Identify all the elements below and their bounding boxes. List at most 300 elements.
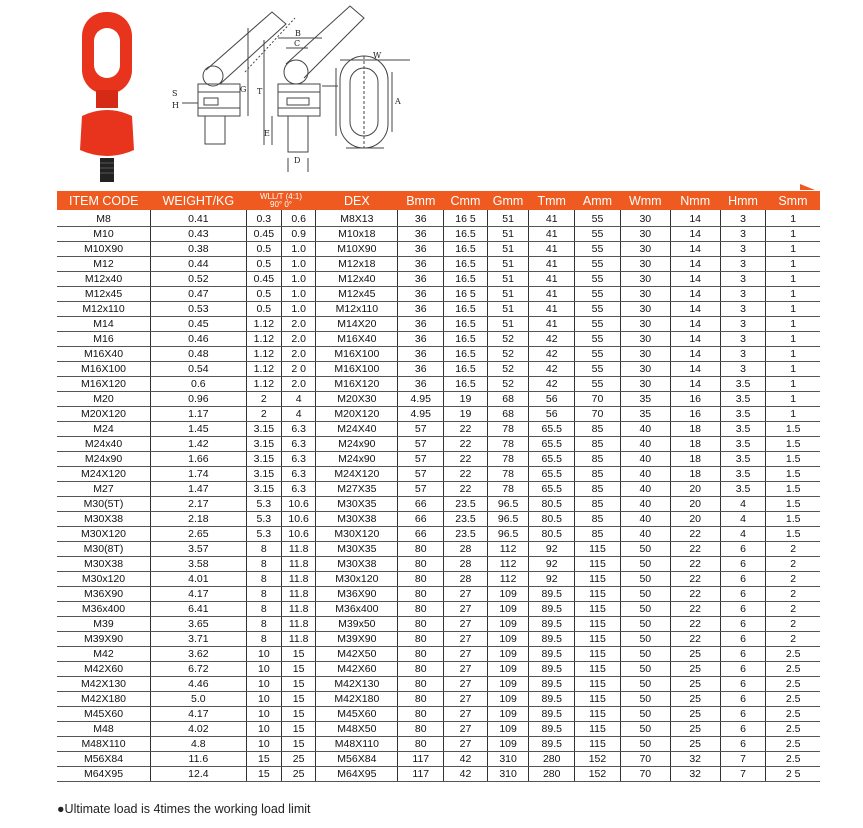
table-cell: 1	[766, 377, 820, 392]
table-cell: M8	[57, 210, 151, 227]
table-cell: 0.45	[246, 272, 281, 287]
table-row	[57, 347, 820, 362]
table-cell: 50	[620, 617, 670, 632]
table-cell: 5.3	[246, 512, 281, 527]
table-cell: 0.3	[246, 210, 281, 227]
table-cell: 23.5	[444, 512, 488, 527]
table-cell: M24X40	[316, 422, 398, 437]
table-cell: 6.41	[151, 602, 247, 617]
table-cell: 8	[246, 632, 281, 647]
table-cell: 117	[398, 767, 444, 782]
table-cell: M36x400	[316, 602, 398, 617]
table-cell: 1.5	[766, 482, 820, 497]
table-cell: 16.5	[444, 272, 488, 287]
table-cell: M16	[57, 332, 151, 347]
table-cell: 10	[246, 647, 281, 662]
table-cell: 7	[720, 767, 766, 782]
table-cell: 4	[720, 512, 766, 527]
table-cell: 14	[670, 377, 720, 392]
table-cell: 25	[670, 707, 720, 722]
table-cell: 2.0	[282, 377, 316, 392]
table-cell: 3	[720, 257, 766, 272]
table-cell: 1.12	[246, 332, 281, 347]
table-cell: 52	[487, 332, 529, 347]
header-tab-marker	[800, 184, 820, 190]
table-row	[57, 437, 820, 452]
table-cell: 16.5	[444, 317, 488, 332]
table-cell: 22	[670, 572, 720, 587]
table-cell: 280	[529, 767, 575, 782]
table-cell: 55	[575, 347, 621, 362]
table-cell: 10.6	[282, 527, 316, 542]
table-cell: 6	[720, 737, 766, 752]
table-cell: 27	[444, 707, 488, 722]
table-cell: 2	[766, 587, 820, 602]
table-cell: 6	[720, 662, 766, 677]
table-cell: 50	[620, 677, 670, 692]
table-row	[57, 272, 820, 287]
table-cell: 96.5	[487, 497, 529, 512]
table-cell: 6	[720, 722, 766, 737]
table-cell: 0.47	[151, 287, 247, 302]
table-cell: 6	[720, 572, 766, 587]
table-cell: 25	[282, 752, 316, 767]
col-header-tmm: Tmm	[529, 191, 575, 210]
table-cell: 41	[529, 272, 575, 287]
table-cell: 80	[398, 737, 444, 752]
table-cell: 3	[720, 210, 766, 227]
table-cell: 50	[620, 572, 670, 587]
table-cell: 42	[529, 377, 575, 392]
table-cell: 109	[487, 737, 529, 752]
table-cell: 15	[282, 722, 316, 737]
table-cell: 3.5	[720, 407, 766, 422]
col-header-gmm: Gmm	[487, 191, 529, 210]
table-cell: M10	[57, 227, 151, 242]
table-cell: M27X35	[316, 482, 398, 497]
col-header-wll-angles: 90° 0°	[270, 199, 292, 209]
table-cell: 109	[487, 647, 529, 662]
table-cell: M24X120	[316, 467, 398, 482]
table-cell: M16X100	[316, 362, 398, 377]
table-cell: 80.5	[529, 512, 575, 527]
table-cell: 51	[487, 287, 529, 302]
table-cell: 10	[246, 677, 281, 692]
col-header-dex: DEX	[316, 191, 398, 210]
table-cell: 115	[575, 557, 621, 572]
table-cell: 8	[246, 617, 281, 632]
table-cell: 3.57	[151, 542, 247, 557]
table-cell: 50	[620, 737, 670, 752]
table-row	[57, 242, 820, 257]
table-cell: 0.44	[151, 257, 247, 272]
table-cell: M30X35	[316, 497, 398, 512]
table-cell: 4	[282, 407, 316, 422]
table-cell: 2	[766, 602, 820, 617]
table-cell: 57	[398, 437, 444, 452]
table-cell: 30	[620, 362, 670, 377]
table-cell: 0.46	[151, 332, 247, 347]
table-cell: 16 5	[444, 287, 488, 302]
table-cell: 36	[398, 302, 444, 317]
table-cell: 25	[670, 737, 720, 752]
table-cell: 36	[398, 287, 444, 302]
table-cell: 65.5	[529, 452, 575, 467]
table-cell: 51	[487, 210, 529, 227]
table-cell: M36X90	[57, 587, 151, 602]
table-cell: 40	[620, 482, 670, 497]
table-cell: M12x110	[57, 302, 151, 317]
table-cell: 115	[575, 572, 621, 587]
table-cell: 36	[398, 347, 444, 362]
table-cell: 11.8	[282, 632, 316, 647]
table-cell: M30X120	[57, 527, 151, 542]
table-cell: 1	[766, 302, 820, 317]
table-cell: 25	[670, 662, 720, 677]
table-cell: 1.5	[766, 467, 820, 482]
table-cell: M42X60	[57, 662, 151, 677]
table-cell: 3	[720, 242, 766, 257]
table-cell: 1	[766, 362, 820, 377]
table-cell: 3.15	[246, 437, 281, 452]
table-cell: 3.65	[151, 617, 247, 632]
table-cell: 14	[670, 287, 720, 302]
table-cell: M56X84	[57, 752, 151, 767]
table-cell: 1.5	[766, 512, 820, 527]
table-cell: 41	[529, 227, 575, 242]
table-row	[57, 692, 820, 707]
table-cell: 11.8	[282, 617, 316, 632]
table-cell: 10	[246, 662, 281, 677]
table-cell: M30(8T)	[57, 542, 151, 557]
table-cell: 1.0	[282, 257, 316, 272]
col-header-bmm: Bmm	[398, 191, 444, 210]
table-cell: 40	[620, 467, 670, 482]
table-cell: 51	[487, 317, 529, 332]
table-cell: 80	[398, 557, 444, 572]
table-cell: 1	[766, 407, 820, 422]
table-cell: 1.12	[246, 317, 281, 332]
table-cell: 16.5	[444, 362, 488, 377]
table-cell: 30	[620, 317, 670, 332]
table-cell: 3.5	[720, 377, 766, 392]
table-cell: 3	[720, 302, 766, 317]
table-cell: M14	[57, 317, 151, 332]
table-cell: 4.01	[151, 572, 247, 587]
table-cell: 3	[720, 317, 766, 332]
table-cell: 4.46	[151, 677, 247, 692]
table-cell: 89.5	[529, 692, 575, 707]
table-cell: 8	[246, 572, 281, 587]
table-cell: 85	[575, 497, 621, 512]
table-cell: 115	[575, 722, 621, 737]
table-cell: 0.53	[151, 302, 247, 317]
table-cell: 0.5	[246, 242, 281, 257]
table-cell: 41	[529, 317, 575, 332]
table-cell: M42X180	[57, 692, 151, 707]
table-cell: M64X95	[57, 767, 151, 782]
table-cell: 52	[487, 377, 529, 392]
table-cell: M30X120	[316, 527, 398, 542]
table-cell: 85	[575, 527, 621, 542]
table-cell: 3.15	[246, 482, 281, 497]
table-cell: 10	[246, 692, 281, 707]
table-cell: 2	[246, 392, 281, 407]
dim-label-w: W	[373, 51, 382, 60]
table-cell: 22	[670, 587, 720, 602]
table-cell: 0.38	[151, 242, 247, 257]
table-cell: 0.43	[151, 227, 247, 242]
table-cell: 4.95	[398, 392, 444, 407]
table-cell: 115	[575, 707, 621, 722]
table-cell: M30X38	[57, 512, 151, 527]
table-cell: 2.0	[282, 347, 316, 362]
table-row	[57, 332, 820, 347]
table-cell: M42X50	[316, 647, 398, 662]
table-cell: 6	[720, 587, 766, 602]
table-cell: 11.8	[282, 572, 316, 587]
table-cell: 22	[670, 632, 720, 647]
table-cell: 8	[246, 542, 281, 557]
table-cell: 89.5	[529, 737, 575, 752]
table-cell: 23.5	[444, 497, 488, 512]
table-cell: 51	[487, 272, 529, 287]
table-row	[57, 317, 820, 332]
table-cell: M24x90	[316, 437, 398, 452]
col-header-hmm: Hmm	[720, 191, 766, 210]
table-cell: 36	[398, 377, 444, 392]
table-cell: M10X90	[316, 242, 398, 257]
table-cell: 89.5	[529, 662, 575, 677]
table-cell: 15	[282, 662, 316, 677]
table-cell: 50	[620, 542, 670, 557]
table-cell: 50	[620, 602, 670, 617]
table-cell: 1	[766, 242, 820, 257]
table-cell: 20	[670, 512, 720, 527]
table-cell: 280	[529, 752, 575, 767]
table-row	[57, 407, 820, 422]
table-cell: M30X38	[57, 557, 151, 572]
table-cell: 70	[620, 752, 670, 767]
table-cell: M64X95	[316, 767, 398, 782]
table-cell: 22	[444, 467, 488, 482]
table-cell: 2 0	[282, 362, 316, 377]
table-cell: 0.5	[246, 287, 281, 302]
table-cell: 2	[766, 572, 820, 587]
table-cell: 16.5	[444, 302, 488, 317]
table-cell: 115	[575, 542, 621, 557]
table-cell: 4.8	[151, 737, 247, 752]
table-cell: 85	[575, 422, 621, 437]
table-cell: 50	[620, 707, 670, 722]
table-cell: 18	[670, 467, 720, 482]
table-cell: M12x110	[316, 302, 398, 317]
table-cell: 10.6	[282, 497, 316, 512]
table-cell: 11.8	[282, 542, 316, 557]
table-cell: 1.5	[766, 527, 820, 542]
table-row	[57, 557, 820, 572]
table-cell: 80	[398, 692, 444, 707]
table-row	[57, 287, 820, 302]
table-cell: 16	[670, 392, 720, 407]
table-cell: 115	[575, 617, 621, 632]
table-cell: 25	[670, 692, 720, 707]
table-cell: 2.5	[766, 677, 820, 692]
table-cell: 40	[620, 422, 670, 437]
table-cell: 109	[487, 707, 529, 722]
table-cell: 66	[398, 512, 444, 527]
table-cell: 85	[575, 437, 621, 452]
table-cell: 2.5	[766, 752, 820, 767]
table-cell: M8X13	[316, 210, 398, 227]
col-header-wll	[246, 191, 316, 210]
table-cell: M30(5T)	[57, 497, 151, 512]
table-cell: 27	[444, 587, 488, 602]
table-cell: 78	[487, 467, 529, 482]
table-cell: 8	[246, 602, 281, 617]
table-cell: 1.45	[151, 422, 247, 437]
table-cell: 1	[766, 332, 820, 347]
table-cell: 2.18	[151, 512, 247, 527]
table-cell: 2.5	[766, 737, 820, 752]
table-cell: 50	[620, 647, 670, 662]
table-row	[57, 572, 820, 587]
table-cell: 42	[529, 347, 575, 362]
table-cell: 14	[670, 272, 720, 287]
table-cell: 1.5	[766, 437, 820, 452]
table-cell: M42X60	[316, 662, 398, 677]
hoist-ring-photo	[80, 12, 134, 182]
table-cell: 27	[444, 632, 488, 647]
table-cell: 152	[575, 767, 621, 782]
table-cell: 78	[487, 437, 529, 452]
table-cell: 27	[444, 677, 488, 692]
table-cell: 96.5	[487, 512, 529, 527]
table-cell: 1.5	[766, 422, 820, 437]
table-cell: 3.58	[151, 557, 247, 572]
table-cell: 55	[575, 227, 621, 242]
table-cell: 4	[720, 497, 766, 512]
table-cell: 30	[620, 257, 670, 272]
table-cell: 2.17	[151, 497, 247, 512]
table-cell: 66	[398, 497, 444, 512]
table-cell: 89.5	[529, 632, 575, 647]
table-cell: 78	[487, 482, 529, 497]
table-cell: M30X35	[316, 542, 398, 557]
table-cell: 7	[720, 752, 766, 767]
table-cell: 68	[487, 392, 529, 407]
table-cell: 3.5	[720, 482, 766, 497]
table-cell: 109	[487, 692, 529, 707]
table-cell: 27	[444, 692, 488, 707]
table-cell: 1.5	[766, 497, 820, 512]
table-cell: 3	[720, 332, 766, 347]
table-cell: 52	[487, 347, 529, 362]
table-cell: 2	[246, 407, 281, 422]
table-cell: 57	[398, 467, 444, 482]
table-cell: 30	[620, 332, 670, 347]
table-cell: 22	[670, 617, 720, 632]
table-cell: 22	[444, 437, 488, 452]
table-cell: 36	[398, 227, 444, 242]
table-cell: 57	[398, 482, 444, 497]
table-cell: 30	[620, 227, 670, 242]
table-cell: 0.96	[151, 392, 247, 407]
table-cell: M24x40	[57, 437, 151, 452]
table-cell: 152	[575, 752, 621, 767]
table-cell: 1	[766, 257, 820, 272]
table-row	[57, 527, 820, 542]
table-row	[57, 362, 820, 377]
table-row	[57, 767, 820, 782]
table-row	[57, 422, 820, 437]
table-cell: M39x50	[316, 617, 398, 632]
table-cell: 115	[575, 692, 621, 707]
table-cell: 78	[487, 422, 529, 437]
table-cell: 18	[670, 422, 720, 437]
table-cell: 4.95	[398, 407, 444, 422]
table-cell: 78	[487, 452, 529, 467]
table-cell: 15	[246, 767, 281, 782]
table-cell: M42	[57, 647, 151, 662]
table-row	[57, 512, 820, 527]
table-cell: 20	[670, 482, 720, 497]
table-cell: 85	[575, 467, 621, 482]
table-cell: M42X180	[316, 692, 398, 707]
table-cell: 85	[575, 482, 621, 497]
table-cell: 92	[529, 542, 575, 557]
col-header-wll-top: WLL/T (4:1)	[259, 191, 303, 201]
table-cell: 1.66	[151, 452, 247, 467]
table-cell: 109	[487, 722, 529, 737]
table-row	[57, 662, 820, 677]
table-cell: 55	[575, 210, 621, 227]
table-cell: 30	[620, 242, 670, 257]
table-row	[57, 302, 820, 317]
table-cell: 18	[670, 437, 720, 452]
table-cell: 3.71	[151, 632, 247, 647]
table-cell: 10	[246, 737, 281, 752]
table-cell: 14	[670, 317, 720, 332]
table-cell: 35	[620, 392, 670, 407]
table-cell: 15	[282, 707, 316, 722]
table-cell: 80	[398, 602, 444, 617]
table-cell: 6.3	[282, 482, 316, 497]
table-cell: 30	[620, 377, 670, 392]
table-cell: 2	[766, 632, 820, 647]
table-cell: 70	[575, 407, 621, 422]
table-cell: 40	[620, 512, 670, 527]
table-cell: 80	[398, 542, 444, 557]
table-cell: M12x45	[57, 287, 151, 302]
table-cell: 50	[620, 587, 670, 602]
table-cell: 22	[670, 557, 720, 572]
table-cell: 65.5	[529, 467, 575, 482]
table-cell: 12.4	[151, 767, 247, 782]
table-cell: 16.5	[444, 347, 488, 362]
dim-label-d: D	[294, 156, 301, 165]
table-cell: 2.0	[282, 317, 316, 332]
table-cell: 3.5	[720, 467, 766, 482]
table-cell: 50	[620, 722, 670, 737]
table-cell: 115	[575, 677, 621, 692]
table-cell: 51	[487, 242, 529, 257]
table-cell: 3	[720, 227, 766, 242]
table-cell: 25	[282, 767, 316, 782]
dim-label-e: E	[264, 129, 270, 138]
table-cell: 22	[444, 422, 488, 437]
table-cell: M10x18	[316, 227, 398, 242]
